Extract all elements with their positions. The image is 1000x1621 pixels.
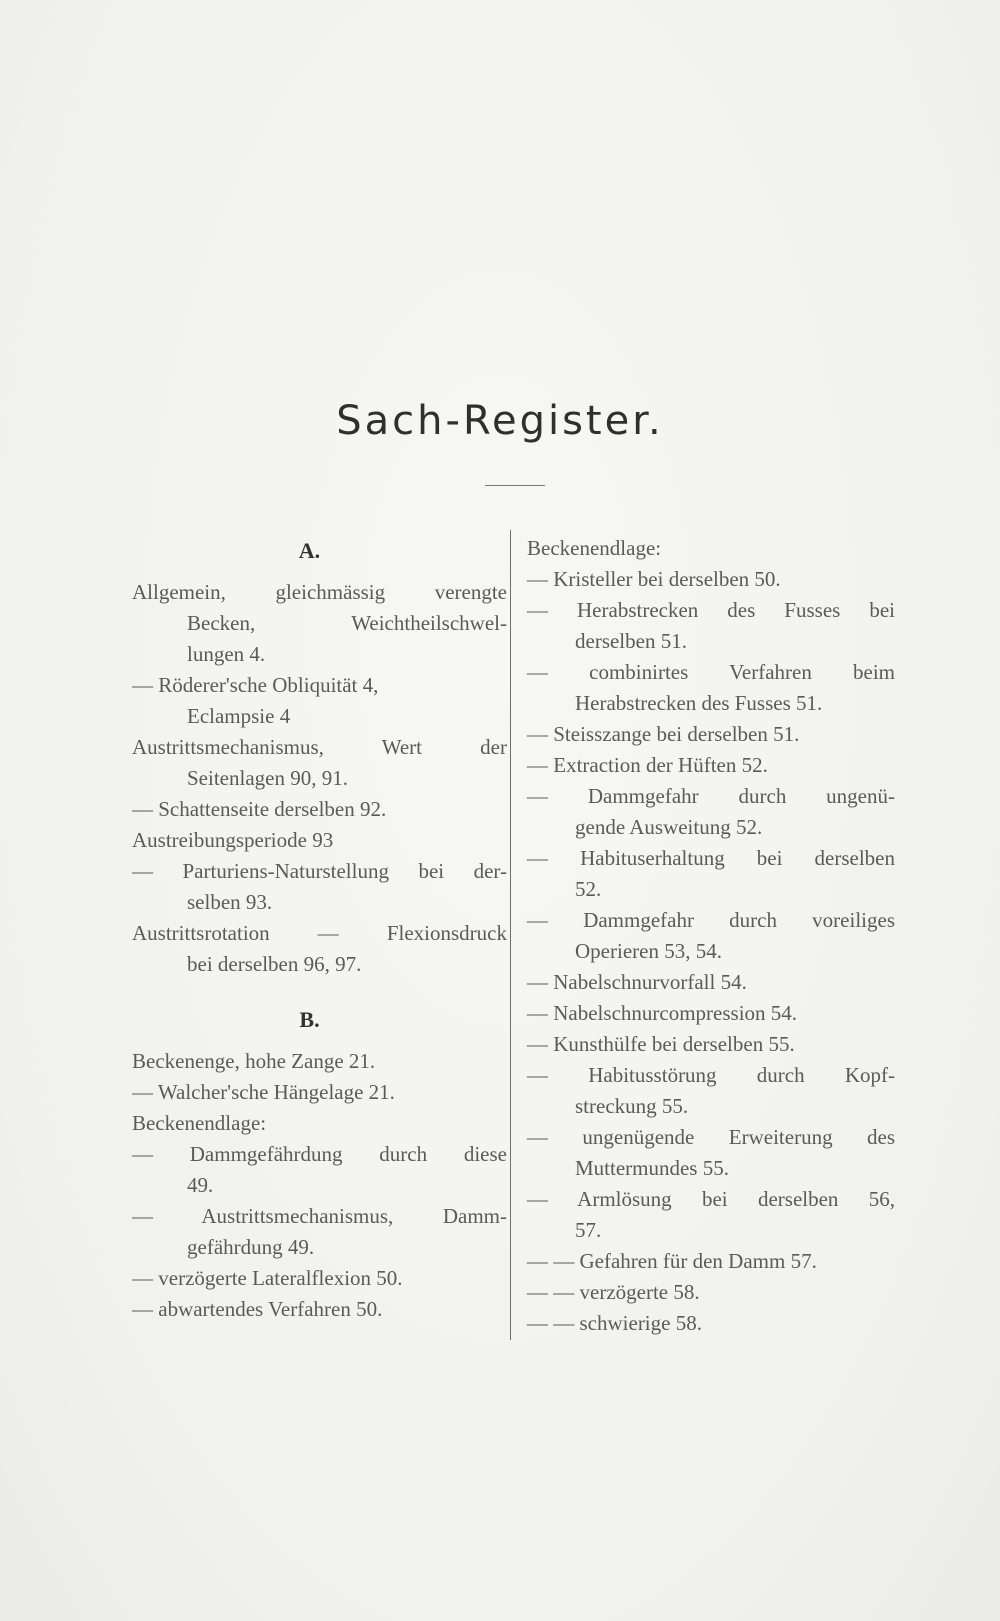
index-entry: Austrittsrotation — Flexionsdruck — [132, 921, 507, 945]
index-entry: Austrittsmechanismus, Wert der — [132, 735, 507, 759]
index-entry-continuation: lungen 4. — [187, 642, 266, 666]
index-subentry: — Walcher'sche Hängelage 21. — [132, 1080, 395, 1104]
index-subentry: — ungenügende Erweiterung des — [527, 1125, 895, 1149]
index-subentry: — Armlösung bei derselben 56, — [527, 1187, 895, 1211]
index-subentry: — Parturiens-Naturstellung bei der- — [132, 859, 507, 883]
index-entry-continuation: gefährdung 49. — [187, 1235, 315, 1259]
index-subentry: — Extraction der Hüften 52. — [527, 753, 768, 777]
index-entry-continuation: 57. — [575, 1218, 602, 1242]
index-entry: Allgemein, gleichmässig verengte — [132, 580, 507, 604]
page-title: Sach-Register. — [336, 398, 664, 444]
index-subentry: — Herabstrecken des Fusses bei — [527, 598, 895, 622]
index-entry-continuation: derselben 51. — [575, 629, 687, 653]
index-entry: Beckenendlage: — [132, 1111, 267, 1135]
index-subentry: — Dammgefahr durch voreiliges — [527, 908, 895, 932]
index-entry: Austreibungsperiode 93 — [132, 828, 334, 852]
index-subentry: — Habituserhaltung bei derselben — [527, 846, 895, 870]
index-subentry: — Schattenseite derselben 92. — [132, 797, 387, 821]
index-entry-continuation: Operieren 53, 54. — [575, 939, 722, 963]
column-divider — [510, 530, 511, 1340]
index-subentry: — Nabelschnurcompression 54. — [527, 1001, 798, 1025]
index-subentry: — Dammgefährdung durch diese — [132, 1142, 507, 1166]
index-subentry: — abwartendes Verfahren 50. — [132, 1297, 383, 1321]
index-subentry: — — verzögerte 58. — [527, 1280, 700, 1304]
section-letter-a: A. — [298, 538, 321, 563]
section-letter-b: B. — [299, 1007, 320, 1032]
index-entry-continuation: Herabstrecken des Fusses 51. — [575, 691, 823, 715]
index-subentry: — — schwierige 58. — [527, 1311, 702, 1335]
index-subentry: — Dammgefahr durch ungenü- — [527, 784, 895, 808]
index-subentry: — Röderer'sche Obliquität 4, — [132, 673, 379, 697]
index-entry-continuation: 52. — [575, 877, 602, 901]
index-entry-continuation: streckung 55. — [575, 1094, 689, 1118]
index-entry-continuation: selben 93. — [187, 890, 273, 914]
index-entry-continuation: 49. — [187, 1173, 214, 1197]
index-entry-continuation: Seitenlagen 90, 91. — [187, 766, 348, 790]
right-column — [527, 533, 902, 1339]
index-subentry: — Nabelschnurvorfall 54. — [527, 970, 747, 994]
index-entry: Beckenenge, hohe Zange 21. — [132, 1049, 376, 1073]
title-rule — [485, 485, 545, 486]
index-subentry: — Habitusstörung durch Kopf- — [527, 1063, 895, 1087]
left-column — [132, 533, 507, 1325]
index-entry-continuation: Eclampsie 4 — [187, 704, 291, 728]
index-subentry: — combinirtes Verfahren beim — [527, 660, 895, 684]
index-entry-continuation: Muttermundes 55. — [575, 1156, 729, 1180]
index-entry: Beckenendlage: — [527, 536, 662, 560]
index-subentry: — verzögerte Lateralflexion 50. — [132, 1266, 403, 1290]
index-entry-continuation: Becken, Weichtheilschwel- — [187, 611, 507, 635]
index-subentry: — — Gefahren für den Damm 57. — [527, 1249, 817, 1273]
index-subentry: — Austrittsmechanismus, Damm- — [132, 1204, 507, 1228]
index-entry-continuation: gende Ausweitung 52. — [575, 815, 763, 839]
index-subentry: — Kunsthülfe bei derselben 55. — [527, 1032, 795, 1056]
index-subentry: — Steisszange bei derselben 51. — [527, 722, 800, 746]
index-subentry: — Kristeller bei derselben 50. — [527, 567, 781, 591]
index-entry-continuation: bei derselben 96, 97. — [187, 952, 362, 976]
